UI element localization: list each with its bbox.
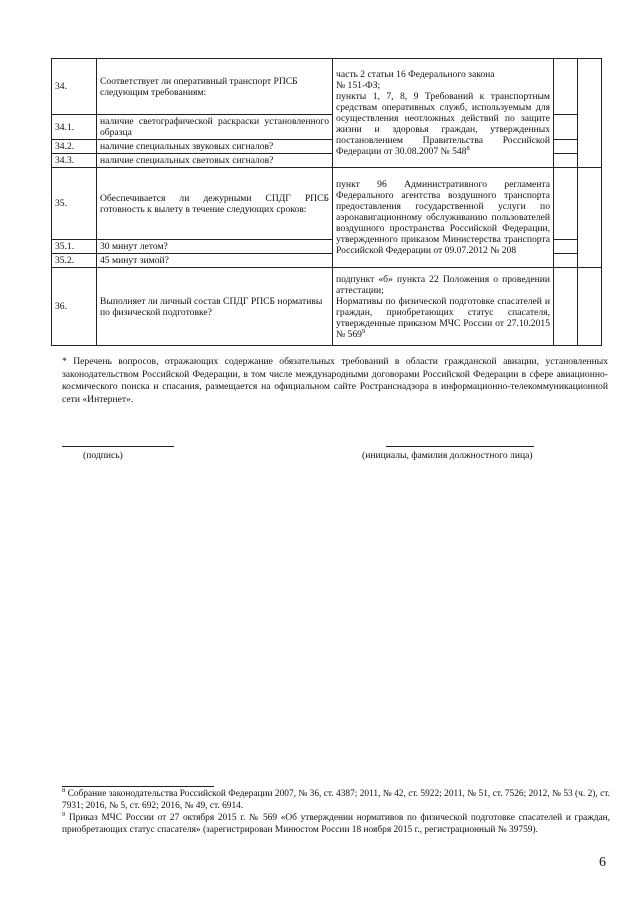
answer-cell — [578, 168, 602, 268]
footnote-divider — [62, 786, 214, 787]
table-row — [52, 168, 602, 240]
item-number: 35.1. — [52, 240, 97, 254]
official-name-label: (инициалы, фамилия должностного лица) — [362, 450, 533, 461]
answer-cell — [554, 168, 578, 240]
item-question: наличие специальных звуковых сигналов? — [97, 140, 333, 154]
item-question: Обеспечивается ли дежурными СПДГ РПСБ готовность к вылету в течение следующих сроков: — [97, 168, 333, 240]
item-question: Выполняет ли личный состав СПДГ РПСБ нормативы по физической подготовке? — [97, 268, 333, 346]
footnote-marker: 8 — [62, 786, 66, 794]
signature-label: (подпись) — [83, 450, 123, 461]
item-number: 35. — [52, 168, 97, 240]
checklist-table — [51, 58, 602, 346]
answer-cell — [554, 254, 578, 268]
answer-cell — [554, 59, 578, 115]
answer-cell — [554, 115, 578, 140]
legal-reference — [333, 268, 554, 346]
legal-reference-line: часть 2 статьи 16 Федерального закона — [336, 69, 495, 80]
answer-cell — [554, 240, 578, 254]
item-number: 34.2. — [52, 140, 97, 154]
table-row — [52, 59, 602, 115]
answer-cell — [578, 59, 602, 168]
answer-cell — [554, 140, 578, 154]
footnote: $^8$ Собрание законодательства Российской Федерации 2007, № 36, ст. 4387; 2011, № 42, ст. 5922; 2011, № 51, ст. 7526; 2012, № 53 (ч. 2), ст. 7931; 2016, № 5, ст. 692; 2016, № 49, ст. 6914. — [62, 786, 610, 811]
answer-cell — [554, 154, 578, 168]
legal-reference: пункт 96 Административного регламента Федерального агентства воздушного транспорта предоставления государственной услуги по аэронавигационному обслуживанию пользователей воздушного пространства Российской Федерации, утвержденного приказом Министерства транспорта Российской Федерации от 09.07.2012 № 208 — [333, 168, 554, 268]
item-number: 34. — [52, 59, 97, 115]
answer-cell — [554, 268, 578, 346]
footnote-marker[interactable]: 8 — [466, 144, 470, 152]
item-question: 45 минут зимой? — [97, 254, 333, 268]
item-question: Соответствует ли оперативный транспорт РПСБ следующим требованиям: — [97, 59, 333, 115]
item-number: 34.1. — [52, 115, 97, 140]
asterisk-note: * Перечень вопросов, отражающих содержание обязательных требований в области гражданской авиации, установленных законодательством Российской Федерации, в том числе международными договорами Российской Федерации в сфере авиационно-космического поиска и спасания, размещается на официальном сайте Ространснадзора в информационно-телекоммуникационной сети «Интернет». — [62, 356, 608, 405]
legal-reference-line: подпункт «б» пункта 22 Положения о проведении аттестации; — [336, 273, 550, 296]
item-number: 36. — [52, 268, 97, 346]
table-row — [52, 268, 602, 346]
signature-line — [62, 446, 174, 447]
answer-cell — [578, 268, 602, 346]
legal-reference — [333, 59, 554, 168]
official-name-line — [386, 446, 534, 447]
legal-reference-line: пункты 1, 7, 8, 9 Требований к транспортным средствам оперативных служб, используемым для осуществления неотложных действий по защите жизни и здоровья граждан, утвержденных постановлением Правительства Российской Федерации от 30.08.2007 № $548^8$ — [336, 91, 550, 157]
item-question: наличие светографической раскраски установленного образца — [97, 115, 333, 140]
legal-reference-line: Нормативы по физической подготовке спасателей и граждан, приобретающих статус спасателя, утвержденные приказом МЧС России от 27.10.2015 № $569^9$ — [336, 295, 550, 340]
item-question: 30 минут летом? — [97, 240, 333, 254]
item-question: наличие специальных световых сигналов? — [97, 154, 333, 168]
item-number: 35.2. — [52, 254, 97, 268]
footnote: $^9$ Приказ МЧС России от 27 октября 2015 г. № 569 «Об утверждении нормативов по физической подготовке спасателей и граждан, приобретающих статус спасателя» (зарегистрирован Минюстом России 18 ноября 2015 г., регистрационный № 39759). — [62, 810, 610, 835]
footnote-marker: 9 — [62, 810, 66, 818]
page-number: 6 — [599, 855, 606, 870]
legal-reference-line: № 151-ФЗ; — [336, 80, 381, 91]
item-number: 34.3. — [52, 154, 97, 168]
footnote-marker[interactable]: 9 — [361, 327, 366, 335]
